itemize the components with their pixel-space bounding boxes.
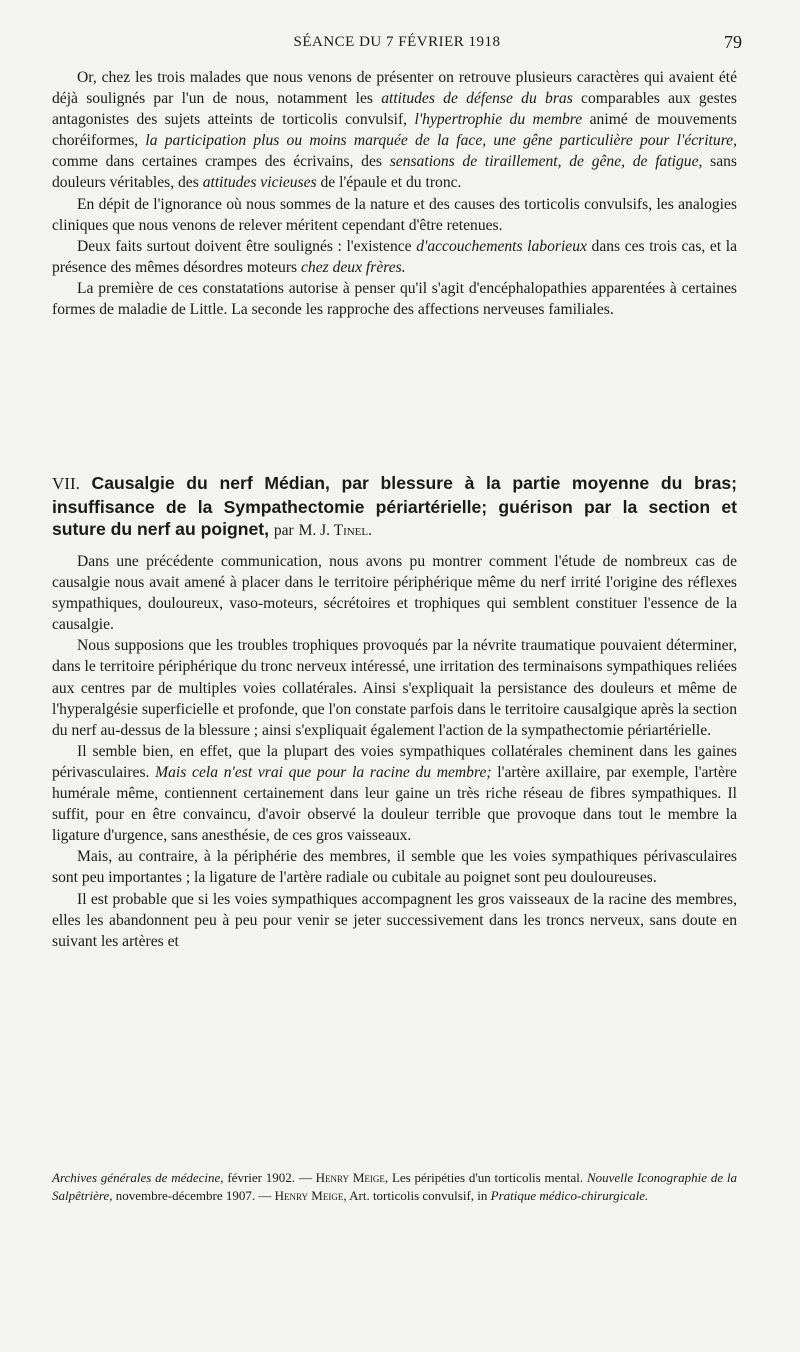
italic-text: Pratique médico-chirurgicale. [490, 1188, 649, 1203]
paragraph [52, 67, 737, 194]
text-run: l'artère axillaire, par exemple, l'artère humérale même, contiennent certainement dans leur gaine un très riche réseau de fibres sympathiques. Il suffit, pour en être convaincu, d'avoir observé la douleur terrible que provoque dans tout le membre la ligature d'urgence, sans anesthésie, de ces gros vaisseaux. [52, 763, 737, 845]
paragraph [52, 551, 737, 635]
section-title: Causalgie du nerf Médian, par blessure à la partie moyenne du bras; insuffisance de la Sympathectomie périartérielle; guérison par la section et suture du nerf au poignet, [52, 473, 738, 540]
paragraph [52, 194, 737, 236]
author-prefix: par [273, 522, 294, 540]
text-run: La première de ces constatations autorise à penser qu'il s'agit d'encéphalopathies apparentées à certaines formes de maladie de Little. La seconde les rapproche des affections nerveuses familiales. [52, 279, 737, 319]
italic-text: Nouvelle Iconographie de la Salpêtrière, [52, 1170, 737, 1203]
section-number: VII. [52, 474, 80, 493]
page-number: 79 [724, 32, 742, 52]
text-run: sans douleurs véritables, des [52, 153, 737, 192]
italic-text: l'hypertrophie du membre [414, 111, 583, 129]
text-run: Or, chez les trois malades que nous venons de présenter on retrouve plusieurs caractères qui avaient été déjà soulignés par l'un de nous, notamment les [52, 69, 737, 108]
paragraph [52, 741, 737, 846]
text-run: Mais, au contraire, à la périphérie des membres, il semble que les voies sympathiques périvasculaires sont peu importantes ; la ligature de l'artère radiale ou cubitale au poignet sont peu douloureuses. [52, 848, 737, 887]
text-run: Il semble bien, en effet, que la plupart des voies sympathiques collatérales cheminent dans les gaines périvasculaires. [52, 742, 737, 781]
paragraph [52, 846, 737, 888]
italic-text: Archives générales de médecine, [52, 1170, 224, 1185]
text-run: animé de mouvements choréiformes, [52, 111, 737, 150]
text-run: , Les péripéties d'un torticolis mental. [384, 1170, 587, 1185]
running-title: SÉANCE DU 7 FÉVRIER 1918 [293, 34, 501, 50]
italic-text: Mais cela n'est vrai que pour la racine du membre; [155, 763, 492, 781]
paragraph [52, 236, 737, 278]
paragraph [52, 889, 737, 952]
italic-text: la participation plus ou moins marquée de la face, une gêne particulière pour l'écriture, [145, 132, 737, 150]
text-run: de l'épaule et du tronc. [316, 174, 462, 192]
text-run: comme dans certaines crampes des écrivains, des [52, 153, 390, 171]
text-run: , Art. torticolis convulsif, in [343, 1188, 491, 1203]
section-body [52, 551, 737, 952]
italic-text: attitudes de défense du bras [381, 90, 573, 108]
text-run: dans ces trois cas, et la présence des mêmes désordres moteurs [52, 237, 737, 276]
text-run: En dépit de l'ignorance où nous sommes de la nature et des causes des torticolis convulsifs, les analogies cliniques que nous venons de relever méritent cependant d'être retenues. [52, 195, 737, 234]
section-author: M. J. Tinel. [298, 522, 373, 540]
italic-text: chez deux frères. [300, 258, 406, 276]
section-heading [52, 472, 737, 543]
paragraph [52, 278, 737, 320]
italic-text: d'accouchements laborieux [416, 237, 587, 255]
text-run: Il est probable que si les voies sympathiques accompagnent les gros vaisseaux de la racine des membres, elles les abandonnent peu à peu pour venir se jeter successivement dans les troncs nerveux, sans doute en suivant les artères et [52, 890, 737, 950]
text-run: Dans une précédente communication, nous avons pu montrer comment l'étude de nombreux cas de causalgie nous avait amené à placer dans le territoire périphérique même du nerf irrité l'origine des réflexes sympathiques, douloureux, vaso-moteurs, sécrétoires et trophiques qui semblent constituer l'essence de la causalgie. [52, 553, 737, 634]
small-caps-text: Henry Meige [315, 1170, 385, 1185]
text-run: Nous supposions que les troubles trophiques provoqués par la névrite traumatique pouvaient déterminer, dans le territoire périphérique du tronc nerveux intéressé, une irritation des terminaisons sympathiques reliées aux centres par de multiples voies collatérales. Ainsi s'expliquait la persistance des douleurs et même de l'hyperalgésie superficielle et profonde, que l'on constate parfois dans le territoire causalgique après la section du nerf au-dessus de la blessure ; ainsi s'expliquait également l'action de la sympathectomie périartérielle. [52, 637, 737, 739]
paragraph [52, 635, 737, 740]
text-run: comparables aux gestes antagonistes des sujets atteints de torticolis convulsif, [52, 90, 737, 129]
small-caps-text: Henry Meige [274, 1188, 344, 1203]
page-header [52, 30, 742, 58]
footnote-text [52, 1169, 737, 1205]
italic-text: attitudes vicieuses [202, 174, 317, 192]
text-run: novembre-décembre 1907. — [112, 1188, 275, 1203]
text-run: Deux faits surtout doivent être soulignés : l'existence [77, 237, 417, 255]
italic-text: sensations de tiraillement, de gêne, de fatigue, [389, 153, 703, 171]
text-run: février 1902. — [223, 1170, 316, 1185]
intro-text [52, 67, 737, 320]
footnote [52, 1169, 737, 1205]
